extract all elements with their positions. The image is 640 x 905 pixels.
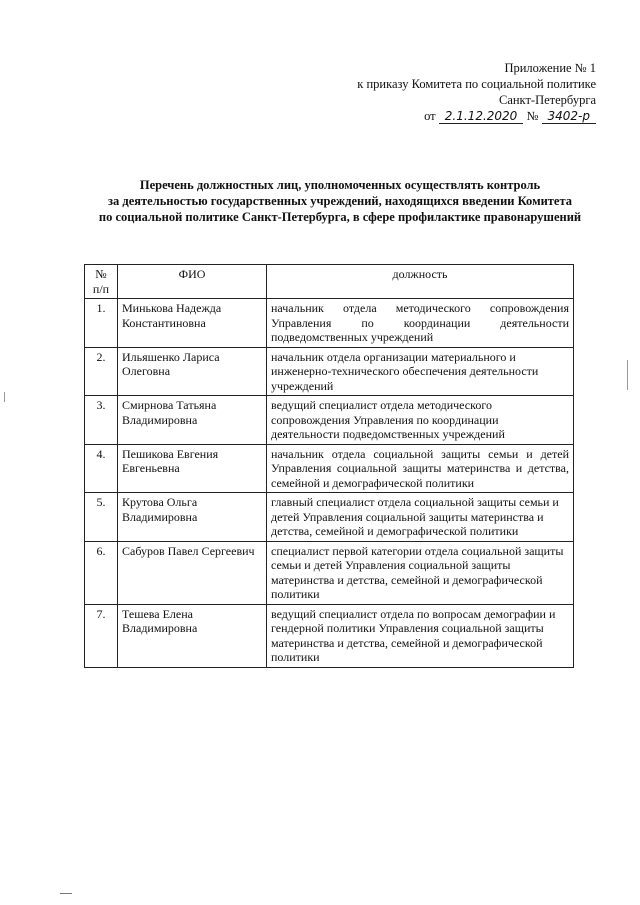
header-position: должность	[267, 265, 574, 299]
appendix-header	[266, 60, 596, 124]
row-position: главный специалист отдела социальной защиты семьи и детей Управления социальной защиты материнства и детства, семейной и демографической политики	[267, 493, 574, 542]
title-line-3: по социальной политике Санкт-Петербурга, в сфере профилактике правонарушений	[98, 210, 582, 224]
header-num: № п/п	[85, 265, 118, 299]
row-fio: Крутова Ольга Владимировна	[118, 493, 267, 542]
appendix-city: Санкт-Петербурга	[498, 93, 596, 107]
table-row	[85, 299, 574, 348]
row-fio: Минькова Надежда Константиновна	[118, 299, 267, 348]
table-row	[85, 444, 574, 493]
scan-artifact-bottom	[60, 893, 72, 894]
row-position: специалист первой категории отдела социальной защиты семьи и детей Управления социальной защиты материнства и детства, семейной и демографической политики	[267, 541, 574, 604]
row-position: начальник отдела организации материального и инженерно-технического обеспечения деятельности учреждений	[267, 347, 574, 396]
order-from-label: от	[424, 109, 436, 123]
row-position: начальник отдела социальной защиты семьи и детей Управления социальной защиты материнства и детства, семейной и демографической политики	[267, 444, 574, 493]
row-fio: Ильяшенко Лариса Олеговна	[118, 347, 267, 396]
table-header-row	[85, 265, 574, 299]
table-row	[85, 493, 574, 542]
row-fio: Тешева Елена Владимировна	[118, 604, 267, 667]
scan-artifact-top	[70, 0, 590, 7]
row-position: ведущий специалист отдела методического сопровождения Управления по координации деятельности подведомственных учреждений	[267, 396, 574, 445]
row-fio: Пешикова Евгения Евгеньевна	[118, 444, 267, 493]
appendix-order-ref: к приказу Комитета по социальной политике	[357, 77, 596, 91]
row-num: 1.	[85, 299, 118, 348]
row-num: 2.	[85, 347, 118, 396]
appendix-number: Приложение № 1	[504, 61, 596, 75]
row-fio: Сабуров Павел Сергеевич	[118, 541, 267, 604]
row-num: 4.	[85, 444, 118, 493]
officials-table	[84, 264, 574, 668]
order-number: 3402-р	[542, 109, 597, 124]
row-num: 6.	[85, 541, 118, 604]
table-row	[85, 604, 574, 667]
row-position: начальник отдела методического сопровождения Управления по координации деятельности подведомственных учреждений	[267, 299, 574, 348]
table-row	[85, 347, 574, 396]
row-fio: Смирнова Татьяна Владимировна	[118, 396, 267, 445]
row-num: 5.	[85, 493, 118, 542]
row-num: 3.	[85, 396, 118, 445]
scan-artifact-left	[4, 392, 5, 402]
order-number-label: №	[526, 109, 539, 123]
header-fio: ФИО	[118, 265, 267, 299]
table-row	[85, 541, 574, 604]
order-date-number	[266, 108, 596, 124]
scan-artifact-right	[627, 360, 628, 390]
table-row	[85, 396, 574, 445]
title-line-2: за деятельностью государственных учреждений, находящихся введении Комитета	[107, 194, 573, 208]
row-position: ведущий специалист отдела по вопросам демографии и гендерной политики Управления социальной защиты материнства и детства, семейной и демографической политики	[267, 604, 574, 667]
order-date: 2.1.12.2020	[439, 109, 524, 124]
title-line-1: Перечень должностных лиц, уполномоченных осуществлять контроль	[139, 178, 541, 192]
document-title	[60, 177, 620, 225]
row-num: 7.	[85, 604, 118, 667]
